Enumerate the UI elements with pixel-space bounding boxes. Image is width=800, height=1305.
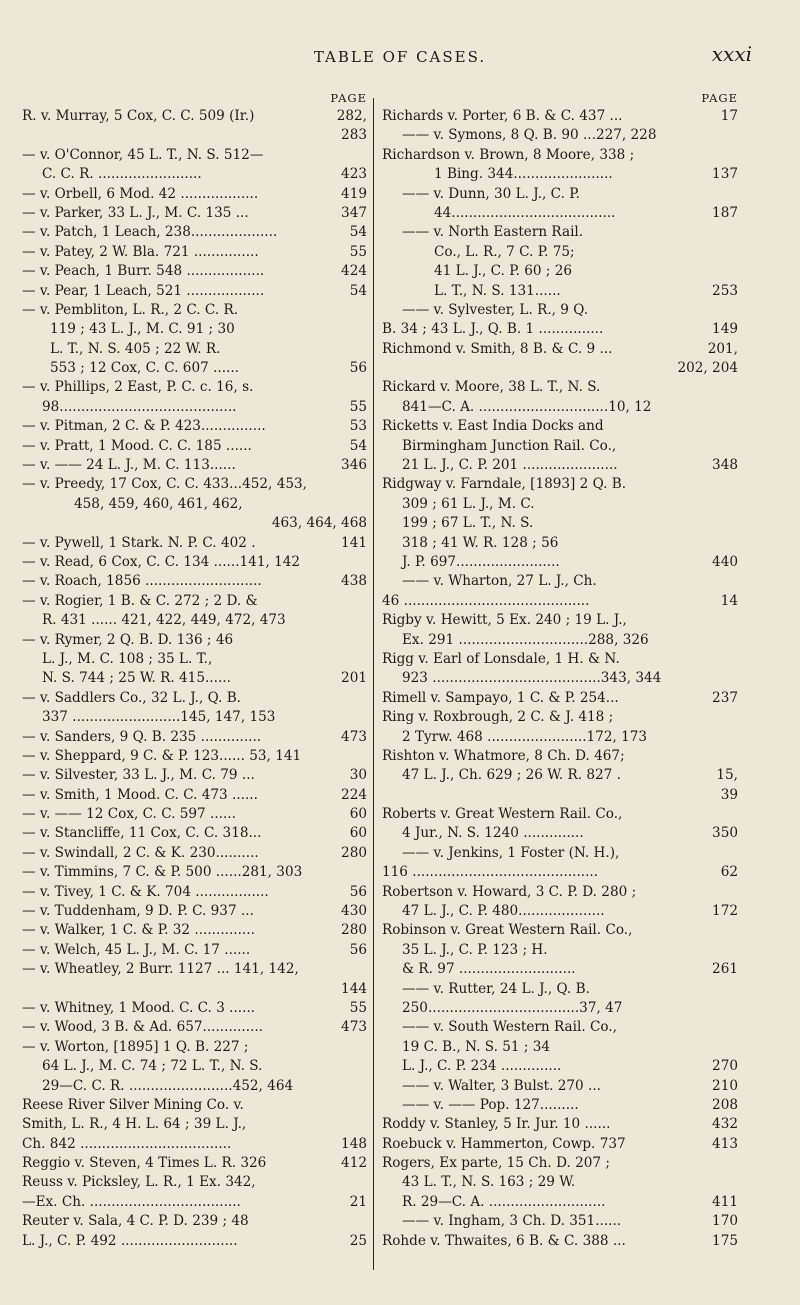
case-citation: — v. Rogier, 1 B. & C. 272 ; 2 D. & [22, 592, 258, 609]
case-citation: Rimell v. Sampayo, 1 C. & P. 254... [382, 689, 619, 706]
case-entry [22, 495, 367, 514]
case-citation: Reuss v. Picksley, L. R., 1 Ex. 342, [22, 1174, 256, 1191]
case-citation: — v. Worton, [1895] 1 Q. B. 227 ; [22, 1038, 249, 1055]
case-entry [22, 592, 367, 611]
page-ref: 413 [712, 1135, 738, 1152]
page-ref: 148 [341, 1135, 367, 1152]
case-entry [382, 417, 738, 436]
case-citation: 46 ........................................... [382, 592, 590, 609]
case-citation: 841—C. A. ..............................10, 12 [402, 398, 652, 415]
case-citation: — v. O'Connor, 45 L. T., N. S. 512— [22, 146, 264, 163]
page-ref: 419 [341, 185, 367, 202]
case-entry [382, 185, 738, 204]
case-citation: Birmingham Junction Rail. Co., [402, 437, 617, 454]
case-citation: L. T., N. S. 131...... [434, 282, 561, 299]
case-citation: — v. Preedy, 17 Cox, C. C. 433...452, 453, [22, 476, 307, 493]
case-entry [382, 572, 738, 591]
page-ref: 17 [720, 108, 738, 124]
page-ref: 253 [712, 282, 738, 299]
case-citation: — v. Tivey, 1 C. & K. 704 ................. [22, 883, 269, 900]
case-entry [382, 1154, 738, 1173]
case-entry [22, 514, 367, 533]
case-entry [22, 378, 367, 397]
case-entry [22, 204, 367, 223]
case-citation: — v. Peach, 1 Burr. 548 .................. [22, 263, 265, 280]
case-entry [22, 126, 367, 145]
page-ref: 54 [349, 282, 367, 299]
case-citation: Co., L. R., 7 C. P. 75; [434, 243, 575, 260]
case-entry [22, 1096, 367, 1115]
case-citation: 1 Bing. 344....................... [434, 166, 613, 183]
case-citation: — v. Silvester, 33 L. J., M. C. 79 ... [22, 767, 255, 784]
case-entry [382, 611, 738, 630]
page-ref: 54 [349, 224, 367, 241]
case-citation: 337 .........................145, 147, 153 [42, 709, 276, 726]
page-ref: 348 [712, 457, 738, 474]
case-entry [382, 126, 738, 145]
case-citation: L. J., M. C. 108 ; 35 L. T., [42, 650, 213, 667]
case-citation: 250...................................37, 47 [402, 999, 623, 1016]
page-ref: 170 [712, 1213, 738, 1230]
column-divider [373, 98, 374, 1270]
case-entry [382, 728, 738, 747]
page-ref: 137 [712, 166, 738, 183]
page-ref: 261 [712, 961, 738, 978]
case-entry [382, 223, 738, 242]
case-citation: — v. Tuddenham, 9 D. P. C. 937 ... [22, 903, 254, 920]
case-entry [382, 669, 738, 688]
page-ref: 282, [336, 108, 367, 124]
case-citation: C. C. R. ........................ [42, 166, 202, 183]
case-entry [22, 902, 367, 921]
case-entry [22, 786, 367, 805]
case-citation: — v. Pywell, 1 Stark. N. P. C. 402 . [22, 534, 256, 551]
case-entry [22, 1018, 367, 1037]
case-entry [382, 980, 738, 999]
case-entry [382, 1057, 738, 1076]
case-entry [22, 1212, 367, 1231]
page-ref: 237 [712, 689, 738, 706]
case-entry [22, 1115, 367, 1134]
case-citation: 309 ; 61 L. J., M. C. [402, 495, 535, 512]
case-entry [22, 1154, 367, 1173]
case-citation: — v. Welch, 45 L. J., M. C. 17 ...... [22, 941, 251, 958]
case-entry [22, 417, 367, 436]
case-entry [382, 863, 738, 882]
page-ref: 201, [707, 340, 738, 357]
case-citation: — v. Timmins, 7 C. & P. 500 ......281, 303 [22, 864, 303, 881]
case-entry [382, 747, 738, 766]
case-citation: — v. Wheatley, 2 Burr. 1127 ... 141, 142, [22, 961, 299, 978]
page-ref: 21 [349, 1193, 367, 1210]
case-citation: — v. Phillips, 2 East, P. C. c. 16, s. [22, 379, 254, 396]
case-entry [22, 1077, 367, 1096]
case-entry [22, 921, 367, 940]
case-entry [22, 999, 367, 1018]
case-citation: Richmond v. Smith, 8 B. & C. 9 ... [382, 340, 613, 357]
case-entry [382, 766, 738, 785]
case-citation: —— v. North Eastern Rail. [402, 224, 584, 241]
page-ref: 141 [341, 534, 367, 551]
case-citation: R. 29—C. A. ........................... [402, 1193, 606, 1210]
case-citation: Smith, L. R., 4 H. L. 64 ; 39 L. J., [22, 1116, 247, 1133]
page-ref: 280 [341, 922, 367, 939]
page-ref: 424 [341, 263, 367, 280]
case-entry [382, 378, 738, 397]
case-citation: —— v. —— Pop. 127......... [402, 1096, 579, 1113]
case-entry [22, 437, 367, 456]
case-citation: —— v. Ingham, 3 Ch. D. 351...... [402, 1213, 622, 1230]
case-citation: —— v. Walter, 3 Bulst. 270 ... [402, 1077, 601, 1094]
case-entry [382, 1212, 738, 1231]
case-entry [382, 359, 738, 378]
case-entry [382, 786, 738, 805]
case-citation: —— v. Sylvester, L. R., 9 Q. [402, 301, 589, 318]
case-citation: B. 34 ; 43 L. J., Q. B. 1 ............... [382, 321, 604, 338]
page-ref: 438 [341, 573, 367, 590]
page-ref: 25 [349, 1232, 367, 1249]
case-citation: Reese River Silver Mining Co. v. [22, 1096, 244, 1113]
case-entry [22, 1057, 367, 1076]
case-citation: J. P. 697........................ [402, 553, 560, 570]
case-entry [22, 960, 367, 979]
case-entry [382, 941, 738, 960]
case-entry [22, 1135, 367, 1154]
page-ref: 423 [341, 166, 367, 183]
case-citation: 47 L. J., Ch. 629 ; 26 W. R. 827 . [402, 767, 621, 784]
case-citation: & R. 97 ........................... [402, 961, 576, 978]
page-ref: 346 [341, 457, 367, 474]
case-entry [382, 1173, 738, 1192]
page-refs: 144 [341, 980, 367, 997]
case-citation: Rigg v. Earl of Lonsdale, 1 H. & N. [382, 650, 620, 667]
case-entry [382, 689, 738, 708]
case-entry [382, 456, 738, 475]
case-entry [22, 572, 367, 591]
page-ref: 172 [712, 903, 738, 920]
case-entry [382, 398, 738, 417]
page-column-label: PAGE [330, 91, 367, 105]
case-citation: L. J., C. P. 234 .............. [402, 1058, 562, 1075]
page-ref: 60 [349, 825, 367, 842]
case-entry [22, 728, 367, 747]
case-entry [22, 456, 367, 475]
case-citation: — v. Pembliton, L. R., 2 C. C. R. [22, 301, 239, 318]
page-refs: 463, 464, 468 [271, 515, 367, 532]
case-citation: Robertson v. Howard, 3 C. P. D. 280 ; [382, 883, 637, 900]
case-citation: 553 ; 12 Cox, C. C. 607 ...... [50, 360, 239, 377]
case-entry [382, 708, 738, 727]
page-ref: 14 [720, 592, 738, 609]
case-citation: 35 L. J., C. P. 123 ; H. [402, 941, 548, 958]
case-entry [382, 437, 738, 456]
page-ref: 440 [712, 553, 738, 570]
case-citation: 19 C. B., N. S. 51 ; 34 [402, 1038, 551, 1055]
page-ref: 347 [341, 204, 367, 221]
case-citation: — v. Sanders, 9 Q. B. 235 .............. [22, 728, 262, 745]
running-head: TABLE OF CASES. [313, 48, 487, 66]
case-entry [22, 1038, 367, 1057]
case-citation: —— v. Jenkins, 1 Foster (N. H.), [402, 844, 620, 861]
page-ref: 56 [349, 360, 367, 377]
page-ref: 473 [341, 728, 367, 745]
case-entry [22, 185, 367, 204]
case-entry [22, 243, 367, 262]
case-citation: — v. Patey, 2 W. Bla. 721 ............... [22, 243, 259, 260]
case-citation: Ex. 291 ..............................288, 326 [402, 631, 649, 648]
case-entry [382, 107, 738, 126]
case-citation: Robinson v. Great Western Rail. Co., [382, 922, 633, 939]
case-citation: 116 ........................................... [382, 864, 599, 881]
case-citation: — v. Walker, 1 C. & P. 32 .............. [22, 922, 255, 939]
case-citation: Rogers, Ex parte, 15 Ch. D. 207 ; [382, 1155, 610, 1172]
case-entry [22, 747, 367, 766]
case-citation: Ridgway v. Farndale, [1893] 2 Q. B. [382, 476, 627, 493]
case-entry [22, 669, 367, 688]
case-entry [22, 553, 367, 572]
case-entry [22, 262, 367, 281]
page-ref: 56 [349, 883, 367, 900]
case-entry [22, 650, 367, 669]
page-ref: 350 [712, 825, 738, 842]
case-entry [382, 165, 738, 184]
page-ref: 15, [716, 767, 738, 784]
page-column-label: PAGE [701, 91, 738, 105]
case-entry [382, 883, 738, 902]
case-citation: 21 L. J., C. P. 201 ...................... [402, 457, 618, 474]
case-citation: Richardson v. Brown, 8 Moore, 338 ; [382, 146, 635, 163]
page-ref: 224 [341, 786, 367, 803]
case-citation: Ch. 842 ................................... [22, 1135, 232, 1152]
case-citation: R. v. Murray, 5 Cox, C. C. 509 (Ir.) [22, 108, 255, 124]
case-citation: Rigby v. Hewitt, 5 Ex. 240 ; 19 L. J., [382, 612, 627, 629]
case-entry [22, 805, 367, 824]
page-ref: 283 [341, 127, 367, 144]
case-entry [22, 863, 367, 882]
case-citation: —— v. South Western Rail. Co., [402, 1019, 617, 1036]
page-ref: 55 [349, 999, 367, 1016]
case-entry [22, 766, 367, 785]
case-citation: Ricketts v. East India Docks and [382, 418, 604, 435]
case-citation: 43 L. T., N. S. 163 ; 29 W. [402, 1174, 576, 1191]
page-ref: 55 [349, 243, 367, 260]
case-citation: 47 L. J., C. P. 480.................... [402, 903, 605, 920]
case-citation: — v. Stancliffe, 11 Cox, C. C. 318... [22, 825, 262, 842]
case-entry [22, 146, 367, 165]
case-citation: — v. Patch, 1 Leach, 238.................... [22, 224, 278, 241]
case-entry [22, 320, 367, 339]
case-citation: L. T., N. S. 405 ; 22 W. R. [50, 340, 221, 357]
case-entry [382, 514, 738, 533]
right-column [382, 90, 738, 1251]
page-ref: 60 [349, 806, 367, 823]
page-ref: 187 [712, 204, 738, 221]
case-entry [382, 1232, 738, 1251]
case-citation: 4 Jur., N. S. 1240 .............. [402, 825, 584, 842]
case-citation: —— v. Symons, 8 Q. B. 90 ...227, 228 [402, 127, 657, 144]
page-ref: 30 [349, 767, 367, 784]
case-entry [382, 475, 738, 494]
case-entry [382, 1077, 738, 1096]
case-citation: —Ex. Ch. ................................... [22, 1193, 241, 1210]
case-entry [382, 553, 738, 572]
case-citation: Rishton v. Whatmore, 8 Ch. D. 467; [382, 747, 625, 764]
case-citation: — v. —— 24 L. J., M. C. 113...... [22, 457, 236, 474]
case-citation: 29—C. C. R. ........................452, 464 [42, 1077, 294, 1094]
case-citation: Roddy v. Stanley, 5 Ir. Jur. 10 ...... [382, 1116, 611, 1133]
case-citation: — v. Saddlers Co., 32 L. J., Q. B. [22, 689, 242, 706]
page-number: xxxi [711, 42, 752, 66]
case-entry [22, 301, 367, 320]
case-entry [382, 282, 738, 301]
case-entry [382, 204, 738, 223]
page-ref: 473 [341, 1019, 367, 1036]
case-citation: N. S. 744 ; 25 W. R. 415...... [42, 670, 231, 687]
page-ref: 56 [349, 941, 367, 958]
case-citation: 458, 459, 460, 461, 462, [74, 495, 243, 512]
case-entry [382, 534, 738, 553]
case-citation: Ring v. Roxbrough, 2 C. & J. 418 ; [382, 709, 614, 726]
case-entry [22, 475, 367, 494]
case-citation: 41 L. J., C. P. 60 ; 26 [434, 263, 573, 280]
case-entry [382, 262, 738, 281]
case-citation: 119 ; 43 L. J., M. C. 91 ; 30 [50, 321, 235, 338]
case-citation: — v. Sheppard, 9 C. & P. 123...... 53, 141 [22, 747, 302, 764]
case-citation: — v. Whitney, 1 Mood. C. C. 3 ...... [22, 999, 256, 1016]
case-entry [22, 282, 367, 301]
case-citation: 98......................................... [42, 398, 237, 415]
case-entry [382, 340, 738, 359]
case-entry [382, 805, 738, 824]
case-entry [382, 146, 738, 165]
case-citation: Rohde v. Thwaites, 6 B. & C. 388 ... [382, 1232, 626, 1249]
case-citation: — v. Roach, 1856 ........................... [22, 573, 262, 590]
case-entry [382, 1096, 738, 1115]
page-ref: 39 [720, 786, 738, 803]
case-citation: Richards v. Porter, 6 B. & C. 437 ... [382, 108, 623, 124]
case-citation: — v. —— 12 Cox, C. C. 597 ...... [22, 806, 236, 823]
case-entry [382, 921, 738, 940]
page-ref: 202, 204 [677, 360, 738, 377]
case-citation: —— v. Wharton, 27 L. J., Ch. [402, 573, 597, 590]
case-citation: —— v. Dunn, 30 L. J., C. P. [402, 185, 580, 202]
page-ref: 54 [349, 437, 367, 454]
case-citation: Roberts v. Great Western Rail. Co., [382, 806, 623, 823]
page-ref: 411 [712, 1193, 738, 1210]
case-entry [22, 883, 367, 902]
case-entry [382, 999, 738, 1018]
case-entry [22, 708, 367, 727]
case-entry [22, 1173, 367, 1192]
case-citation: 923 .......................................343, 344 [402, 670, 662, 687]
page-ref: 53 [349, 418, 367, 435]
case-entry [382, 1018, 738, 1037]
case-citation: —— v. Rutter, 24 L. J., Q. B. [402, 980, 590, 997]
case-entry [22, 340, 367, 359]
page-ref: 280 [341, 844, 367, 861]
case-citation: — v. Pitman, 2 C. & P. 423............... [22, 418, 266, 435]
case-entry [382, 243, 738, 262]
case-entry [22, 165, 367, 184]
case-citation: Rickard v. Moore, 38 L. T., N. S. [382, 379, 601, 396]
left-column [22, 90, 367, 1251]
case-citation: — v. Wood, 3 B. & Ad. 657.............. [22, 1019, 264, 1036]
case-citation: 199 ; 67 L. T., N. S. [402, 515, 534, 532]
case-entry [22, 980, 367, 999]
case-entry [22, 941, 367, 960]
case-entry [382, 824, 738, 843]
case-entry [382, 1115, 738, 1134]
page-ref: 208 [712, 1096, 738, 1113]
case-entry [382, 902, 738, 921]
case-citation: — v. Pratt, 1 Mood. C. C. 185 ...... [22, 437, 252, 454]
case-entry [22, 824, 367, 843]
case-entry [22, 689, 367, 708]
case-entry [22, 359, 367, 378]
case-citation: 64 L. J., M. C. 74 ; 72 L. T., N. S. [42, 1058, 263, 1075]
case-citation: — v. Orbell, 6 Mod. 42 .................. [22, 185, 259, 202]
case-citation: 318 ; 41 W. R. 128 ; 56 [402, 534, 559, 551]
case-citation: — v. Rymer, 2 Q. B. D. 136 ; 46 [22, 631, 234, 648]
case-citation: 2 Tyrw. 468 .......................172, 173 [402, 728, 648, 745]
case-entry [22, 1193, 367, 1212]
page-ref: 62 [720, 864, 738, 881]
case-entry [382, 1193, 738, 1212]
page-ref: 210 [712, 1077, 738, 1094]
case-citation: R. 431 ...... 421, 422, 449, 472, 473 [42, 612, 286, 629]
case-citation: Reuter v. Sala, 4 C. P. D. 239 ; 48 [22, 1213, 249, 1230]
case-entry [22, 844, 367, 863]
case-entry [382, 495, 738, 514]
case-entry [382, 320, 738, 339]
case-entry [382, 631, 738, 650]
case-entry [382, 960, 738, 979]
case-entry [382, 1135, 738, 1154]
page-ref: 149 [712, 321, 738, 338]
case-citation: — v. Swindall, 2 C. & K. 230.......... [22, 844, 259, 861]
case-entry [22, 611, 367, 630]
case-citation: — v. Pear, 1 Leach, 521 .................. [22, 282, 265, 299]
case-citation: — v. Parker, 33 L. J., M. C. 135 ... [22, 204, 249, 221]
case-entry [22, 398, 367, 417]
case-entry [382, 650, 738, 669]
case-entry [382, 844, 738, 863]
page-ref: 270 [712, 1058, 738, 1075]
page-ref: 430 [341, 903, 367, 920]
case-citation: 44...................................... [434, 204, 616, 221]
case-entry [382, 592, 738, 611]
page-ref: 412 [341, 1155, 367, 1172]
case-citation: Reggio v. Steven, 4 Times L. R. 326 [22, 1155, 267, 1172]
case-entry [22, 223, 367, 242]
page-ref: 55 [349, 398, 367, 415]
page-ref: 432 [712, 1116, 738, 1133]
case-citation: Roebuck v. Hammerton, Cowp. 737 [382, 1135, 626, 1152]
case-citation: — v. Smith, 1 Mood. C. C. 473 ...... [22, 786, 258, 803]
case-entry [22, 534, 367, 553]
case-entry [382, 301, 738, 320]
case-entry [22, 107, 367, 126]
page-ref: 175 [712, 1232, 738, 1249]
case-citation: L. J., C. P. 492 ........................... [22, 1232, 238, 1249]
case-entry [22, 631, 367, 650]
case-entry [22, 1232, 367, 1251]
case-citation: — v. Read, 6 Cox, C. C. 134 ......141, 142 [22, 553, 301, 570]
case-entry [382, 1038, 738, 1057]
page-ref: 201 [341, 670, 367, 687]
